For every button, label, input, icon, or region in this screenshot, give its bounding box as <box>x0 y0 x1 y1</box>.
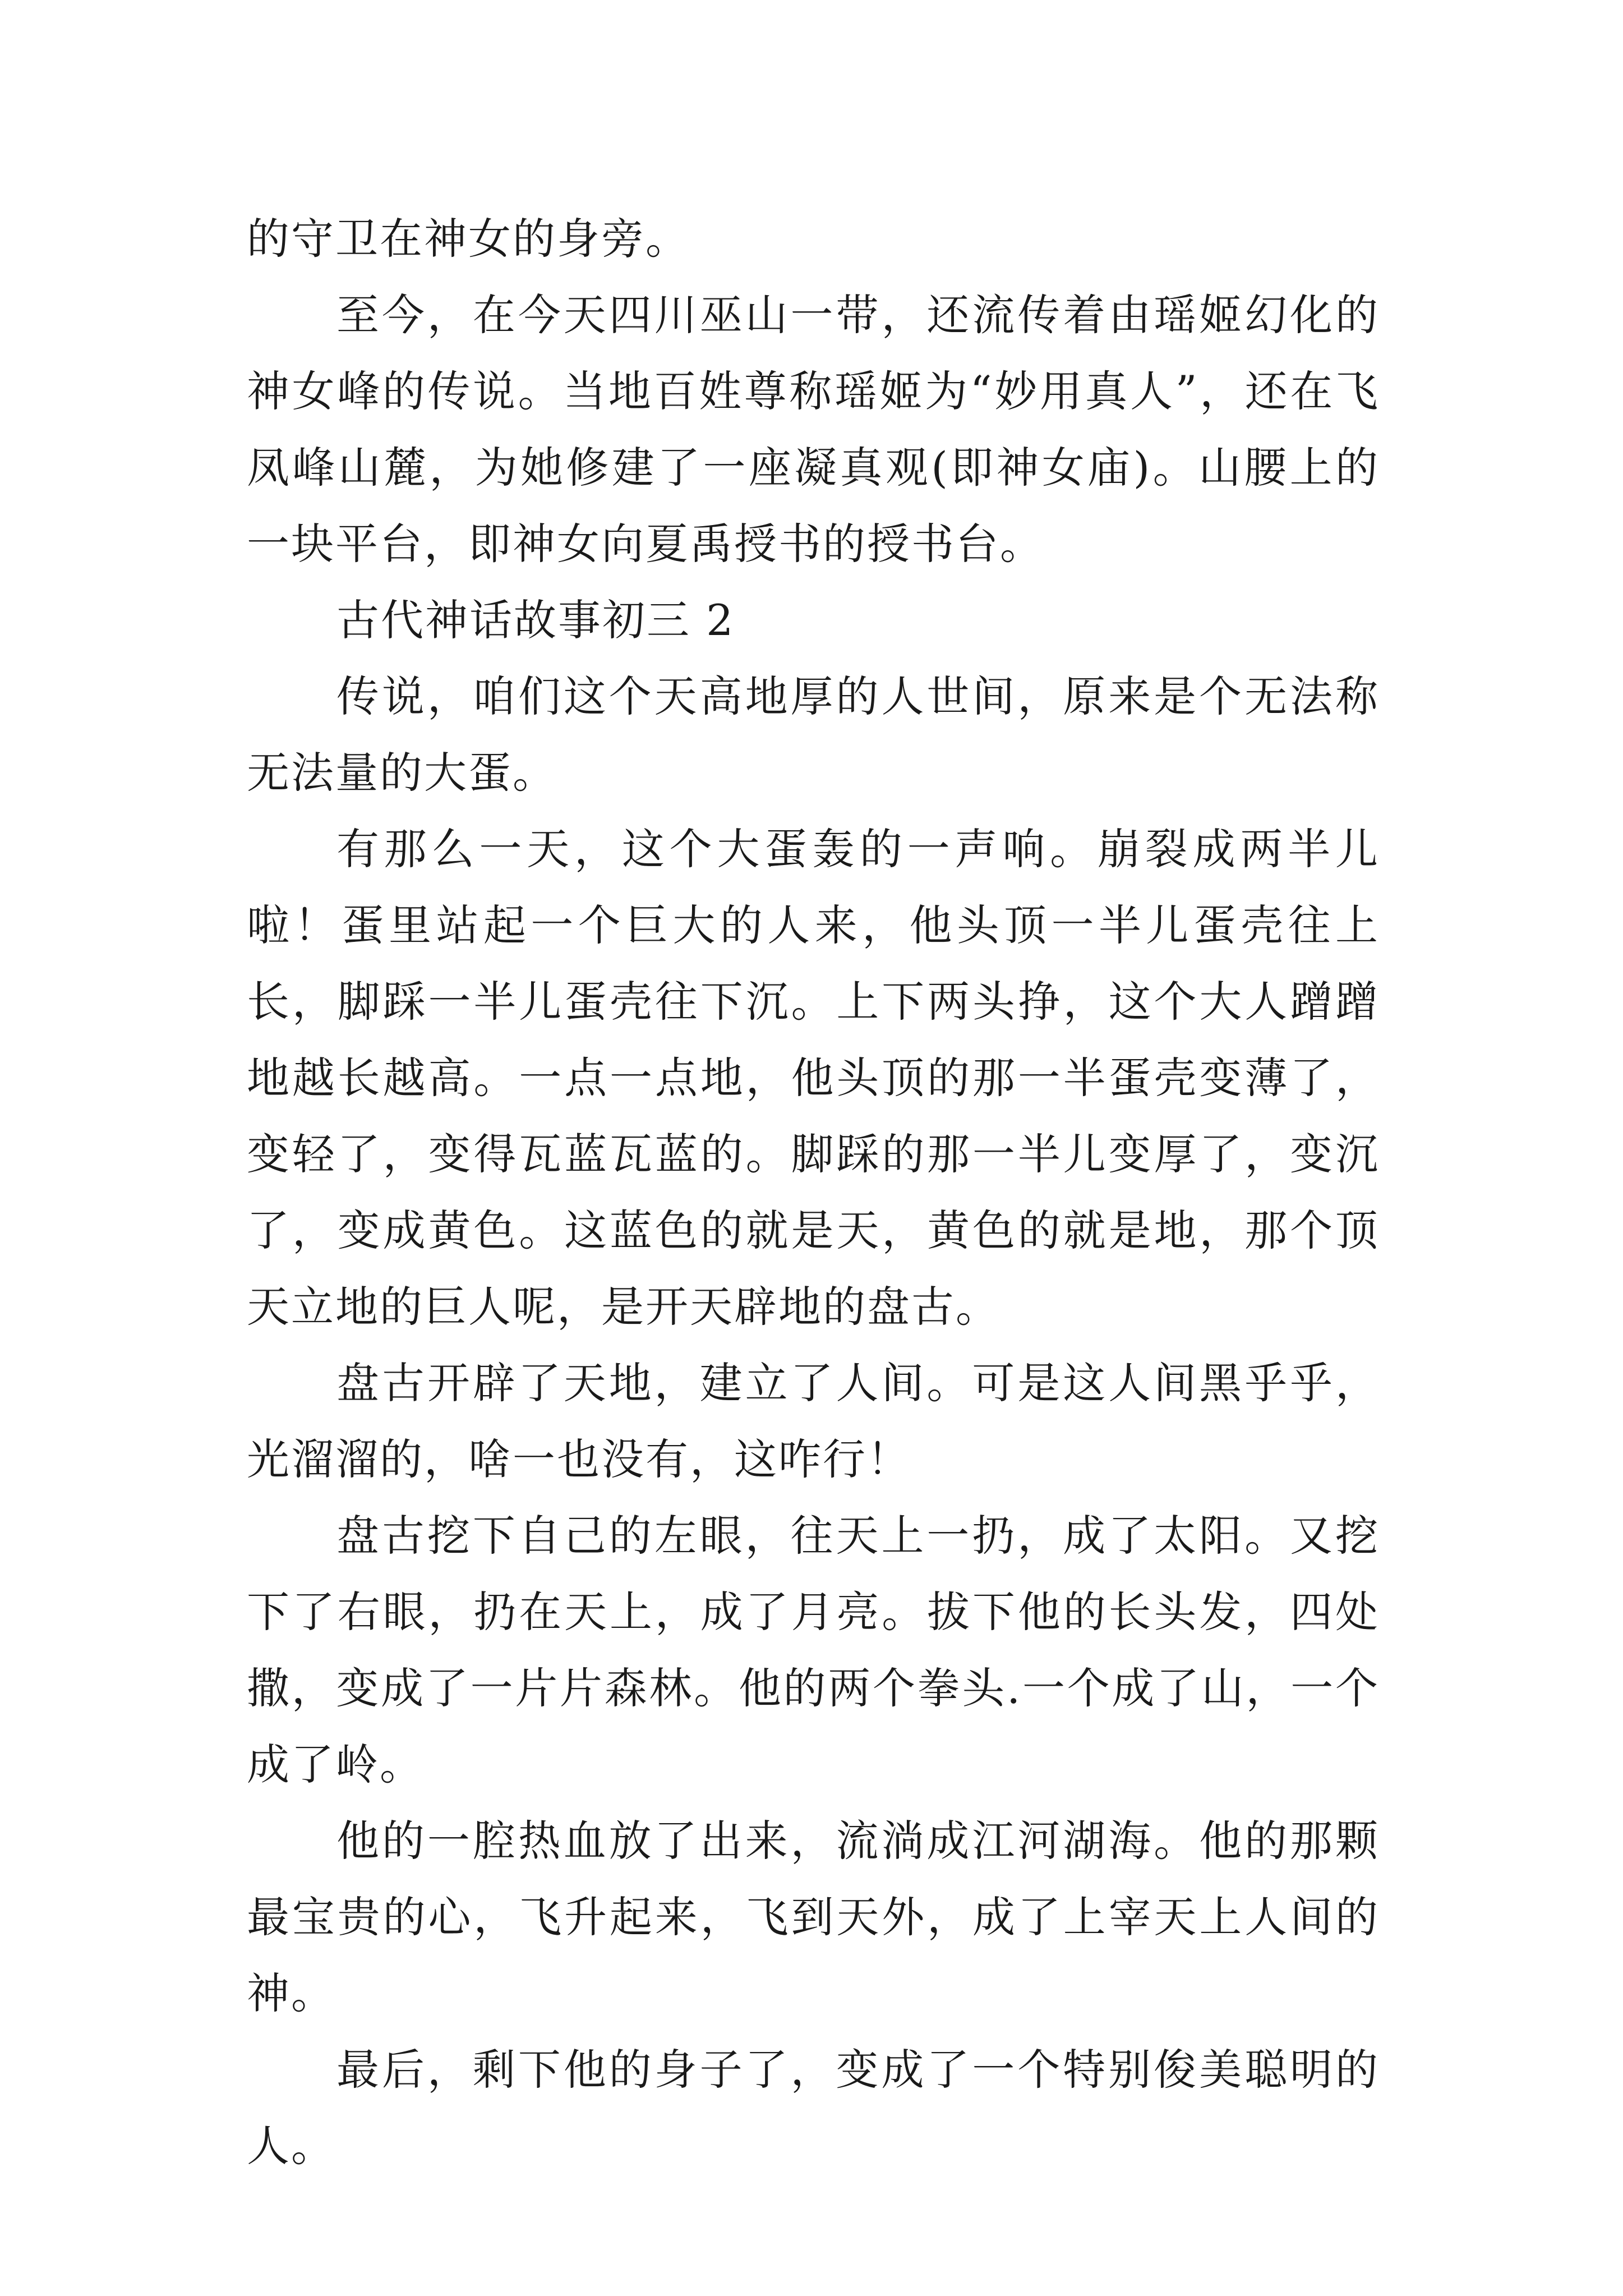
document-body <box>247 201 1380 2184</box>
paragraph-body-human: 最后，剩下他的身子了，变成了一个特别俊美聪明的人。 <box>247 2045 1380 2171</box>
paragraph-continuation: 的守卫在神女的身旁。 <box>247 214 690 264</box>
paragraph-wushan-legend: 至今，在今天四川巫山一带，还流传着由瑶姬幻化的神女峰的传说。当地百姓尊称瑶姬为“妙用真人”，还在飞凤峰山麓，为她修建了一座凝真观(即神女庙)。山腰上的一块平台，即神女向夏禹授书的授书台。 <box>247 290 1380 569</box>
paragraph-egg-splits: 有那么一天，这个大蛋轰的一声响。崩裂成两半儿啦！蛋里站起一个巨大的人来，他头顶一半儿蛋壳往上长，脚踩一半儿蛋壳往下沉。上下两头挣，这个大人蹭蹭地越长越高。一点一点地，他头顶的那一半蛋壳变薄了，变轻了，变得瓦蓝瓦蓝的。脚踩的那一半儿变厚了，变沉了，变成黄色。这蓝色的就是天，黄色的就是地，那个顶天立地的巨人呢，是开天辟地的盘古。 <box>247 824 1380 1332</box>
paragraph-cosmic-egg: 传说，咱们这个天高地厚的人世间，原来是个无法称无法量的大蛋。 <box>247 671 1380 798</box>
paragraph-dark-world: 盘古开辟了天地，建立了人间。可是这人间黑乎乎，光溜溜的，啥一也没有，这咋行！ <box>247 1358 1380 1484</box>
paragraph-rivers-heart: 他的一腔热血放了出来，流淌成江河湖海。他的那颗最宝贵的心，飞升起来，飞到天外，成了上宰天上人间的神。 <box>247 1816 1380 2018</box>
section-heading: 古代神话故事初三 2 <box>336 595 735 645</box>
paragraph-sun-moon: 盘古挖下自己的左眼，往天上一扔，成了太阳。又挖下了右眼，扔在天上，成了月亮。拔下他的长头发，四处撒，变成了一片片森林。他的两个拳头.一个成了山，一个成了岭。 <box>247 1511 1380 1789</box>
